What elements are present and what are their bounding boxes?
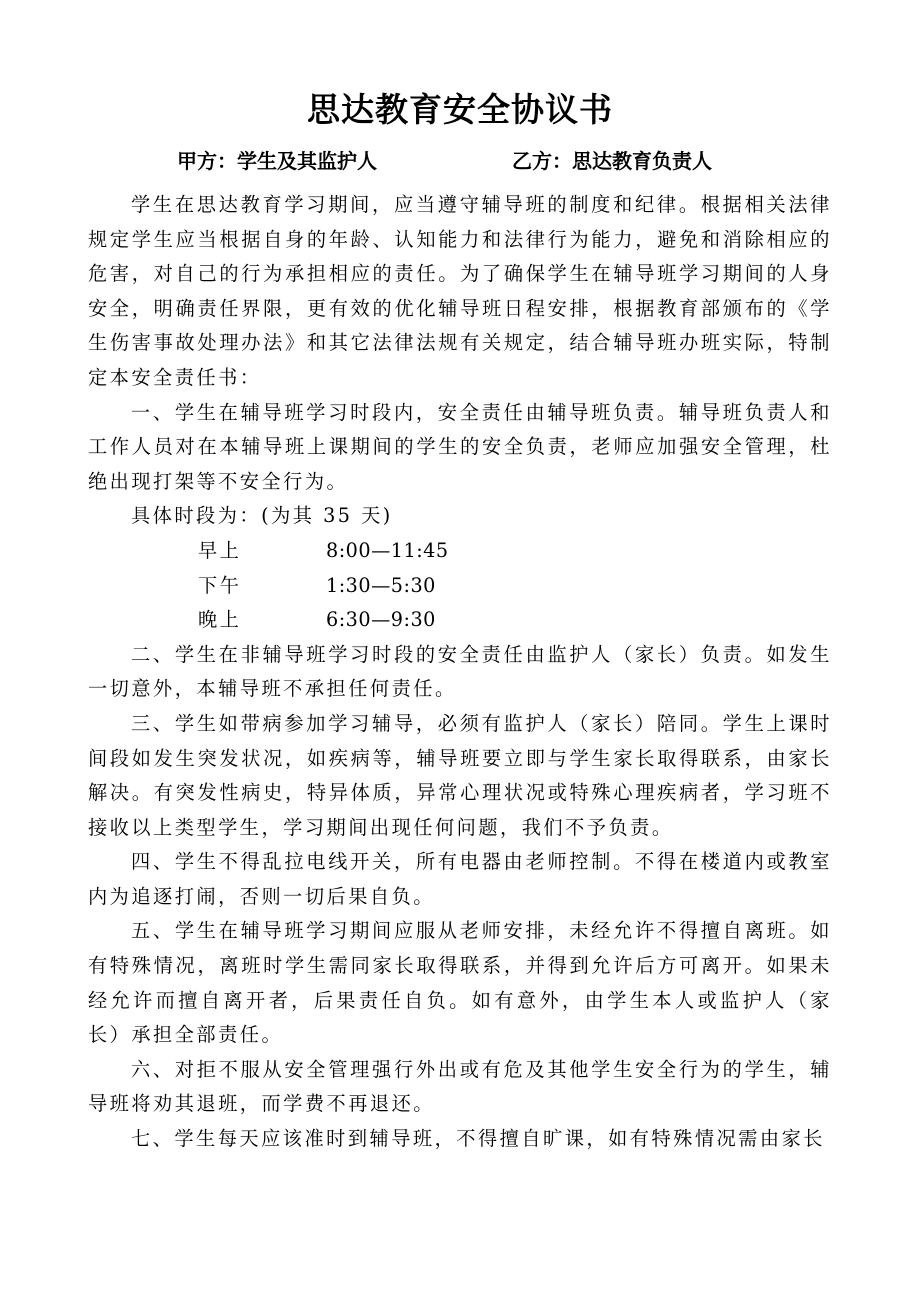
schedule-intro: 具体时段为：(为其 35 天) xyxy=(131,504,393,528)
clause-5: 五、学生在辅导班学习期间应服从老师安排，未经允许不得擅自离班。如有特殊情况，离班时学生需同家长取得联系，并得到允许后方可离开。如果未经允许而擅自离开者，后果责任自负。如有意外，由学生本人或监护人（家长）承担全部责任。 xyxy=(88,919,832,1047)
schedule-row xyxy=(88,569,832,604)
intro-paragraph: 学生在思达教育学习期间，应当遵守辅导班的制度和纪律。根据相关法律规定学生应当根据自身的年龄、认知能力和法律行为能力，避免和消除相应的危害，对自己的行为承担相应的责任。为了确保学生在辅导班学习期间的人身安全，明确责任界限，更有效的优化辅导班日程安排，根据教育部颁布的《学生伤害事故处理办法》和其它法律法规有关规定，结合辅导班办班实际，特制定本安全责任书： xyxy=(88,193,832,389)
clause-4: 四、学生不得乱拉电线开关，所有电器由老师控制。不得在楼道内或教室内为追逐打闹，否则一切后果自负。 xyxy=(88,850,832,908)
schedule-label: 下午 xyxy=(198,573,242,597)
clause-7: 七、学生每天应该准时到辅导班，不得擅自旷课，如有特殊情况需由家长 xyxy=(131,1127,825,1151)
clause-3: 三、学生如带病参加学习辅导，必须有监护人（家长）陪同。学生上课时间段如发生突发状况，如疾病等，辅导班要立即与学生家长取得联系，由家长解决。有突发性病史，特异体质，异常心理状况或特殊心理疾病者，学习班不接收以上类型学生，学习期间出现任何问题，我们不予负责。 xyxy=(88,711,832,839)
clause-6: 六、对拒不服从安全管理强行外出或有危及其他学生安全行为的学生，辅导班将劝其退班，而学费不再退还。 xyxy=(88,1057,832,1116)
clause-2: 二、学生在非辅导班学习时段的安全责任由监护人（家长）负责。如发生一切意外，本辅导班不承担任何责任。 xyxy=(88,642,832,701)
schedule-label: 晚上 xyxy=(198,608,242,632)
party-b: 乙方：思达教育负责人 xyxy=(512,149,712,173)
clause-1: 一、学生在辅导班学习时段内，安全责任由辅导班负责。辅导班负责人和工作人员对在本辅导班上课期间的学生的安全负责，老师应加强安全管理，杜绝出现打架等不安全行为。 xyxy=(88,400,832,493)
schedule-row xyxy=(88,534,832,569)
document-title: 思达教育安全协议书 xyxy=(307,90,613,129)
parties-line xyxy=(0,145,920,177)
party-a: 甲方：学生及其监护人 xyxy=(177,149,377,173)
document-body xyxy=(88,188,832,1157)
schedule-label: 早上 xyxy=(198,538,242,562)
schedule-time: 1:30—5:30 xyxy=(326,573,436,597)
schedule-time: 8:00—11:45 xyxy=(326,538,449,562)
schedule-row xyxy=(88,603,832,638)
schedule-time: 6:30—9:30 xyxy=(326,608,436,632)
